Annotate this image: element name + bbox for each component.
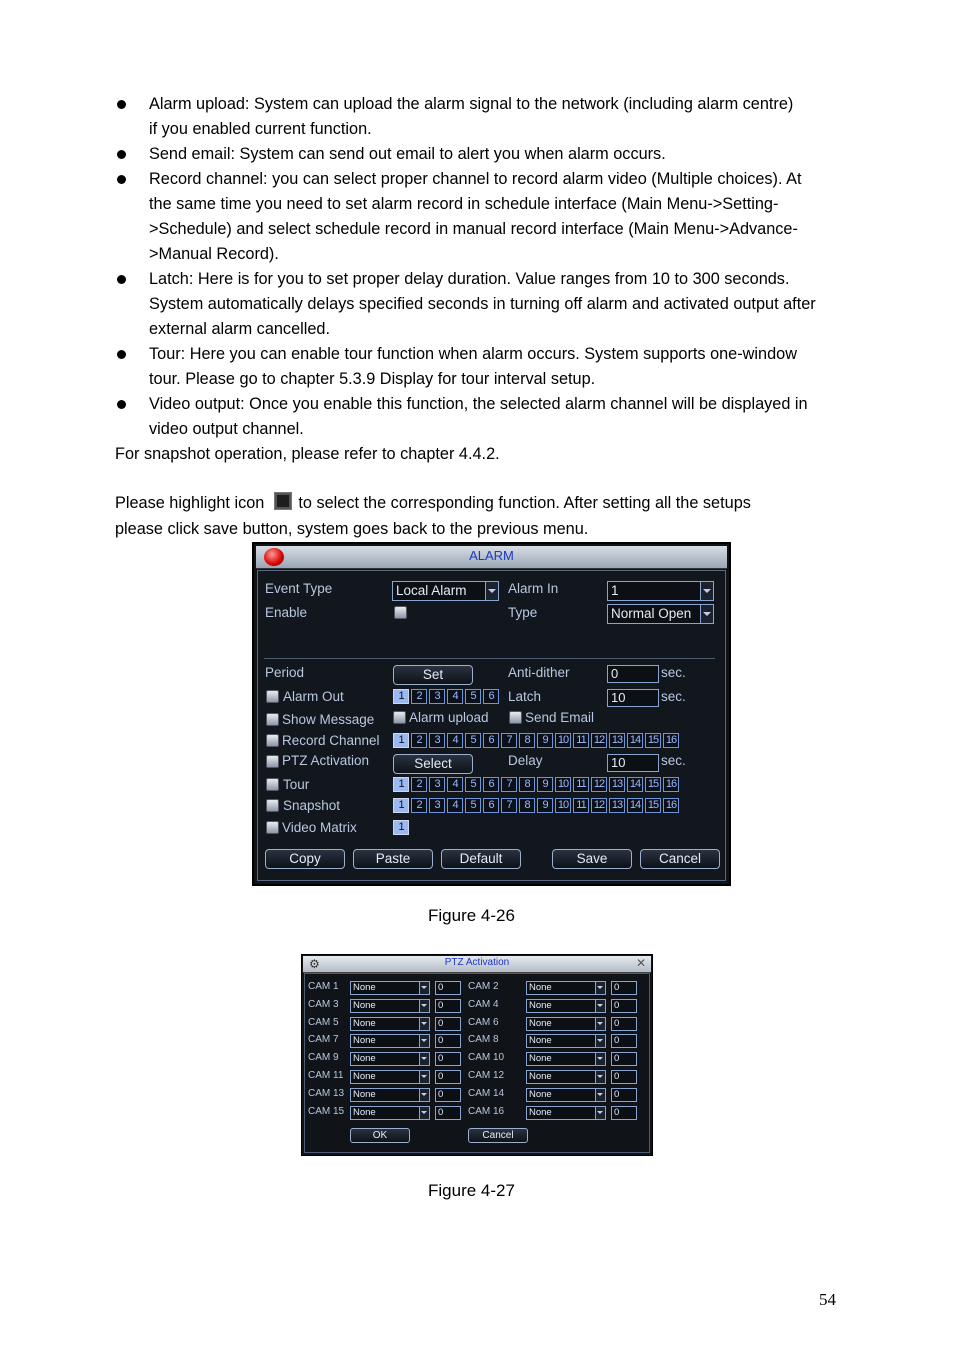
ptz-titlebar (303, 956, 651, 973)
latch-label: Latch (508, 689, 542, 704)
ptz-preset-select[interactable] (526, 1034, 606, 1048)
snapshot-channel[interactable]: 16 (663, 798, 679, 813)
snapshot-channel[interactable]: 1 (393, 798, 409, 813)
figure-caption-4-27: Figure 4-27 (428, 1181, 515, 1200)
alarm-out-channel[interactable]: 3 (429, 689, 445, 704)
record-channel[interactable]: 11 (573, 733, 589, 748)
snapshot-channel[interactable]: 3 (429, 798, 445, 813)
ptz-value-input[interactable]: 0 (611, 1017, 637, 1031)
page-number: 54 (819, 1290, 836, 1309)
video-matrix-channel[interactable]: 1 (393, 820, 409, 835)
ptz-activation-window (301, 954, 653, 1156)
tour-channel[interactable]: 3 (429, 777, 445, 792)
ptz-cam-label: CAM 13 (308, 1087, 345, 1099)
snapshot-channel[interactable]: 2 (411, 798, 427, 813)
tour-channel[interactable]: 15 (645, 777, 661, 792)
chevron-down-icon[interactable] (485, 582, 498, 600)
bullet-text-line: Send email: System can send out email to alert you when alarm occurs. (149, 145, 666, 163)
ptz-preset-select[interactable] (350, 1017, 430, 1031)
record-channel[interactable]: 1 (393, 733, 409, 748)
ptz-cam-label: CAM 2 (468, 981, 499, 992)
record-channel[interactable]: 4 (447, 733, 463, 748)
ptz-preset-select[interactable] (526, 1088, 606, 1102)
ptz-preset-value: None (353, 999, 376, 1011)
alarm-out-channel[interactable]: 4 (447, 689, 463, 704)
ptz-cam-label: CAM 14 (468, 1087, 505, 1099)
ptz-value-input[interactable]: 0 (611, 1070, 637, 1084)
record-channel[interactable]: 5 (465, 733, 481, 748)
chevron-down-icon[interactable] (595, 1089, 605, 1101)
ptz-preset-value: None (353, 1106, 376, 1118)
tour-label: Tour (283, 777, 310, 792)
bullet-text-line: if you enabled current function. (149, 120, 372, 138)
anti-dither-input[interactable]: 0 (607, 665, 659, 683)
event-type-select[interactable] (392, 581, 499, 601)
bullet-icon (117, 175, 126, 184)
alarm-out-label: Alarm Out (283, 689, 344, 704)
chevron-down-icon[interactable] (700, 582, 713, 600)
snapshot-channel[interactable]: 14 (627, 798, 643, 813)
tour-channel[interactable]: 9 (537, 777, 553, 792)
figure-caption-4-26: Figure 4-26 (428, 906, 515, 925)
alarm-out-channel[interactable]: 6 (483, 689, 499, 704)
record-channel[interactable]: 16 (663, 733, 679, 748)
ptz-cam-label: CAM 6 (468, 1016, 499, 1028)
record-channel[interactable]: 8 (519, 733, 535, 748)
chevron-down-icon[interactable] (419, 1035, 429, 1047)
alarm-titlebar (256, 546, 727, 569)
record-channel[interactable]: 10 (555, 733, 571, 748)
bullet-icon (117, 400, 126, 409)
snapshot-channel[interactable]: 9 (537, 798, 553, 813)
ptz-title: PTZ Activation (444, 957, 510, 968)
tour-channel[interactable]: 14 (627, 777, 643, 792)
ptz-value-input[interactable]: 0 (435, 1034, 461, 1048)
video-matrix-checkbox[interactable] (266, 821, 279, 834)
chevron-down-icon[interactable] (419, 982, 429, 994)
bullet-text-line: >Manual Record). (149, 245, 279, 263)
record-channel[interactable]: 13 (609, 733, 625, 748)
bullet-icon (117, 275, 126, 284)
delay-input[interactable]: 10 (607, 754, 659, 772)
record-channel[interactable]: 14 (627, 733, 643, 748)
ptz-preset-value: None (529, 1106, 552, 1118)
ptz-preset-value: None (529, 1053, 552, 1065)
ptz-cam-label: CAM 12 (468, 1070, 505, 1081)
ptz-cam-label: CAM 3 (308, 998, 339, 1010)
ptz-preset-value: None (353, 1035, 376, 1047)
record-channel[interactable]: 15 (645, 733, 661, 748)
ptz-preset-value: None (353, 1088, 376, 1100)
chevron-down-icon[interactable] (595, 1053, 605, 1065)
default-button[interactable]: Default (441, 849, 521, 869)
ptz-cam-label: CAM 9 (308, 1052, 339, 1064)
snapshot-channel[interactable]: 15 (645, 798, 661, 813)
delay-unit: sec. (661, 753, 686, 768)
bullet-text-line: System automatically delays specified seconds in turning off alarm and activated output after (149, 295, 816, 313)
ptz-value-input[interactable]: 0 (435, 1106, 461, 1120)
tour-channel[interactable]: 7 (501, 777, 517, 792)
chevron-down-icon[interactable] (419, 1053, 429, 1065)
ptz-preset-select[interactable] (350, 999, 430, 1013)
chevron-down-icon[interactable] (595, 1018, 605, 1030)
ptz-value-input[interactable]: 0 (611, 981, 637, 995)
snapshot-channel[interactable]: 7 (501, 798, 517, 813)
highlight-post-text: to select the corresponding function. After setting all the setups (298, 494, 751, 512)
ptz-cam-label: CAM 5 (308, 1016, 339, 1028)
alarm-out-channel[interactable]: 5 (465, 689, 481, 704)
type-label: Type (508, 605, 538, 620)
delay-label: Delay (508, 753, 543, 768)
alarm-out-channel[interactable]: 1 (393, 689, 409, 704)
ptz-activation-checkbox[interactable] (266, 755, 279, 768)
chevron-down-icon[interactable] (419, 1018, 429, 1030)
bullet-icon (117, 150, 126, 159)
ptz-cam-label: CAM 11 (308, 1070, 344, 1081)
select-button[interactable]: Select (393, 754, 473, 774)
record-channel[interactable]: 2 (411, 733, 427, 748)
alarm-upload-checkbox[interactable] (393, 711, 406, 724)
event-type-label: Event Type (265, 581, 333, 596)
show-message-checkbox[interactable] (266, 713, 279, 726)
ptz-value-input[interactable]: 0 (611, 1052, 637, 1066)
copy-button[interactable]: Copy (265, 849, 345, 869)
snapshot-channel[interactable]: 12 (591, 798, 607, 813)
latch-unit: sec. (661, 689, 686, 704)
ptz-value-input[interactable]: 0 (435, 1070, 461, 1084)
tour-channel[interactable]: 5 (465, 777, 481, 792)
period-label: Period (265, 665, 305, 680)
ptz-cam-label: CAM 15 (308, 1105, 345, 1117)
ptz-preset-value: None (529, 982, 552, 993)
tour-checkbox[interactable] (266, 778, 279, 791)
tour-channel[interactable]: 11 (573, 777, 589, 792)
ptz-cam-label: CAM 7 (308, 1034, 339, 1046)
snapshot-channels (393, 798, 679, 813)
highlight-instruction (115, 491, 751, 516)
bullet-text-line: Video output: Once you enable this function, the selected alarm channel will be displayed in (149, 395, 808, 413)
anti-dither-label: Anti-dither (508, 665, 570, 680)
save-button[interactable]: Save (552, 849, 632, 869)
snapshot-channel[interactable]: 5 (465, 798, 481, 813)
paste-button[interactable]: Paste (353, 849, 433, 869)
record-channel[interactable]: 9 (537, 733, 553, 748)
ptz-preset-select[interactable] (526, 1052, 606, 1066)
alarm-in-value: 1 (611, 583, 619, 598)
ptz-cam-label: CAM 8 (468, 1034, 499, 1046)
ptz-preset-value: None (529, 999, 552, 1011)
alarm-title: ALARM (469, 548, 514, 563)
ptz-preset-select[interactable] (526, 1070, 606, 1084)
bullet-text-line: Alarm upload: System can upload the alarm signal to the network (including alarm centre) (149, 95, 794, 113)
ptz-activation-label: PTZ Activation (282, 753, 370, 768)
ptz-value-input[interactable]: 0 (611, 1088, 637, 1102)
event-type-value: Local Alarm (396, 583, 467, 598)
bullet-text-line: Record channel: you can select proper channel to record alarm video (Multiple choices). At (149, 170, 802, 188)
chevron-down-icon[interactable] (419, 1089, 429, 1101)
alarm-out-channel[interactable]: 2 (411, 689, 427, 704)
anti-dither-unit: sec. (661, 665, 686, 680)
bullet-icon (117, 350, 126, 359)
ptz-cam-label: CAM 10 (468, 1052, 505, 1064)
ptz-preset-select[interactable] (526, 999, 606, 1013)
snapshot-checkbox[interactable] (266, 799, 279, 812)
video-matrix-label: Video Matrix (282, 820, 357, 835)
ptz-preset-select[interactable] (350, 1052, 430, 1066)
ptz-preset-select[interactable] (526, 1106, 606, 1120)
highlight-pre-text: Please highlight icon (115, 494, 265, 512)
ptz-preset-value: None (353, 1017, 376, 1029)
tour-channel[interactable]: 10 (555, 777, 571, 792)
chevron-down-icon[interactable] (700, 605, 713, 623)
ptz-value-input[interactable]: 0 (611, 1034, 637, 1048)
enable-checkbox[interactable] (394, 606, 407, 619)
bullet-text-line: external alarm cancelled. (149, 320, 330, 338)
bullet-icon (117, 100, 126, 109)
bullet-text-line: video output channel. (149, 420, 304, 438)
highlight-icon (274, 492, 292, 510)
ok-button[interactable]: OK (350, 1128, 410, 1143)
set-button[interactable]: Set (393, 665, 473, 685)
tour-channels (393, 777, 679, 792)
tour-channel[interactable]: 1 (393, 777, 409, 792)
record-channel[interactable]: 7 (501, 733, 517, 748)
ptz-preset-select[interactable] (526, 981, 606, 995)
ptz-preset-value: None (353, 1053, 376, 1065)
ptz-preset-value: None (529, 1035, 552, 1047)
ptz-preset-select[interactable] (350, 1070, 430, 1084)
ptz-value-input[interactable]: 0 (435, 981, 461, 995)
snapshot-channel[interactable]: 8 (519, 798, 535, 813)
tour-channel[interactable]: 16 (663, 777, 679, 792)
alarm-window (252, 542, 731, 886)
record-channel-checkbox[interactable] (266, 734, 279, 747)
ptz-preset-value: None (529, 1017, 552, 1029)
video-matrix-channels (393, 820, 409, 835)
tour-channel[interactable]: 12 (591, 777, 607, 792)
send-email-checkbox[interactable] (509, 711, 522, 724)
cancel-button[interactable]: Cancel (640, 849, 720, 869)
show-message-label: Show Message (282, 712, 375, 727)
highlight-instruction-line2: please click save button, system goes back to the previous menu. (115, 520, 589, 538)
type-select[interactable] (607, 604, 714, 624)
snapshot-channel[interactable]: 11 (573, 798, 589, 813)
section-divider (264, 658, 715, 659)
snapshot-channel[interactable]: 4 (447, 798, 463, 813)
chevron-down-icon[interactable] (595, 982, 605, 994)
ptz-preset-select[interactable] (350, 1034, 430, 1048)
alarm-upload-label: Alarm upload (409, 710, 489, 725)
ptz-cancel-button[interactable]: Cancel (468, 1128, 528, 1143)
chevron-down-icon[interactable] (419, 1107, 429, 1119)
send-email-label: Send Email (525, 710, 595, 725)
chevron-down-icon[interactable] (595, 1107, 605, 1119)
ptz-preset-select[interactable] (350, 1106, 430, 1120)
bullet-text-line: Latch: Here is for you to set proper delay duration. Value ranges from 10 to 300 seconds. (149, 270, 790, 288)
ptz-value-input[interactable]: 0 (611, 999, 637, 1013)
record-channels (393, 733, 679, 748)
ptz-preset-value: None (529, 1071, 552, 1082)
ptz-preset-select[interactable] (350, 1088, 430, 1102)
ptz-cam-label: CAM 4 (468, 998, 499, 1010)
ptz-value-input[interactable]: 0 (435, 1088, 461, 1102)
ptz-value-input[interactable]: 0 (435, 1017, 461, 1031)
snapshot-label: Snapshot (283, 798, 341, 813)
snapshot-channel[interactable]: 6 (483, 798, 499, 813)
enable-label: Enable (265, 605, 308, 620)
chevron-down-icon[interactable] (595, 1035, 605, 1047)
tour-channel[interactable]: 4 (447, 777, 463, 792)
chevron-down-icon[interactable] (595, 1071, 605, 1083)
alarm-out-checkbox[interactable] (266, 690, 279, 703)
snapshot-channel[interactable]: 10 (555, 798, 571, 813)
chevron-down-icon[interactable] (595, 1000, 605, 1012)
bullet-text-line: tour. Please go to chapter 5.3.9 Display for tour interval setup. (149, 370, 596, 388)
ptz-value-input[interactable]: 0 (611, 1106, 637, 1120)
ptz-preset-value: None (529, 1088, 552, 1100)
latch-input[interactable]: 10 (607, 689, 659, 707)
tour-channel[interactable]: 13 (609, 777, 625, 792)
ptz-preset-value: None (353, 1071, 376, 1082)
record-channel-label: Record Channel (282, 733, 380, 748)
bullet-text-line: the same time you need to set alarm record in schedule interface (Main Menu->Setting- (149, 195, 779, 213)
tour-channel[interactable]: 8 (519, 777, 535, 792)
close-icon[interactable]: ✕ (635, 956, 646, 970)
type-value: Normal Open (611, 606, 692, 621)
snapshot-channel[interactable]: 13 (609, 798, 625, 813)
record-channel[interactable]: 3 (429, 733, 445, 748)
ptz-preset-select[interactable] (526, 1017, 606, 1031)
ptz-preset-value: None (353, 982, 376, 993)
tour-channel[interactable]: 2 (411, 777, 427, 792)
ptz-preset-select[interactable] (350, 981, 430, 995)
alarm-out-channels (393, 689, 499, 704)
chevron-down-icon[interactable] (419, 1000, 429, 1012)
ptz-logo-icon: ⚙ (309, 957, 320, 971)
record-channel[interactable]: 6 (483, 733, 499, 748)
bullet-text-line: Tour: Here you can enable tour function when alarm occurs. System supports one-window (149, 345, 797, 363)
ptz-cam-label: CAM 16 (468, 1105, 505, 1117)
tour-channel[interactable]: 6 (483, 777, 499, 792)
ptz-value-input[interactable]: 0 (435, 1052, 461, 1066)
bullet-text-line: >Schedule) and select schedule record in manual record interface (Main Menu->Advance- (149, 220, 798, 238)
alarm-in-select[interactable] (607, 581, 714, 601)
ptz-cam-label: CAM 1 (308, 981, 339, 992)
alarm-in-label: Alarm In (508, 581, 559, 596)
record-channel[interactable]: 12 (591, 733, 607, 748)
chevron-down-icon[interactable] (419, 1071, 429, 1083)
ptz-value-input[interactable]: 0 (435, 999, 461, 1013)
snapshot-note: For snapshot operation, please refer to chapter 4.4.2. (115, 445, 500, 463)
